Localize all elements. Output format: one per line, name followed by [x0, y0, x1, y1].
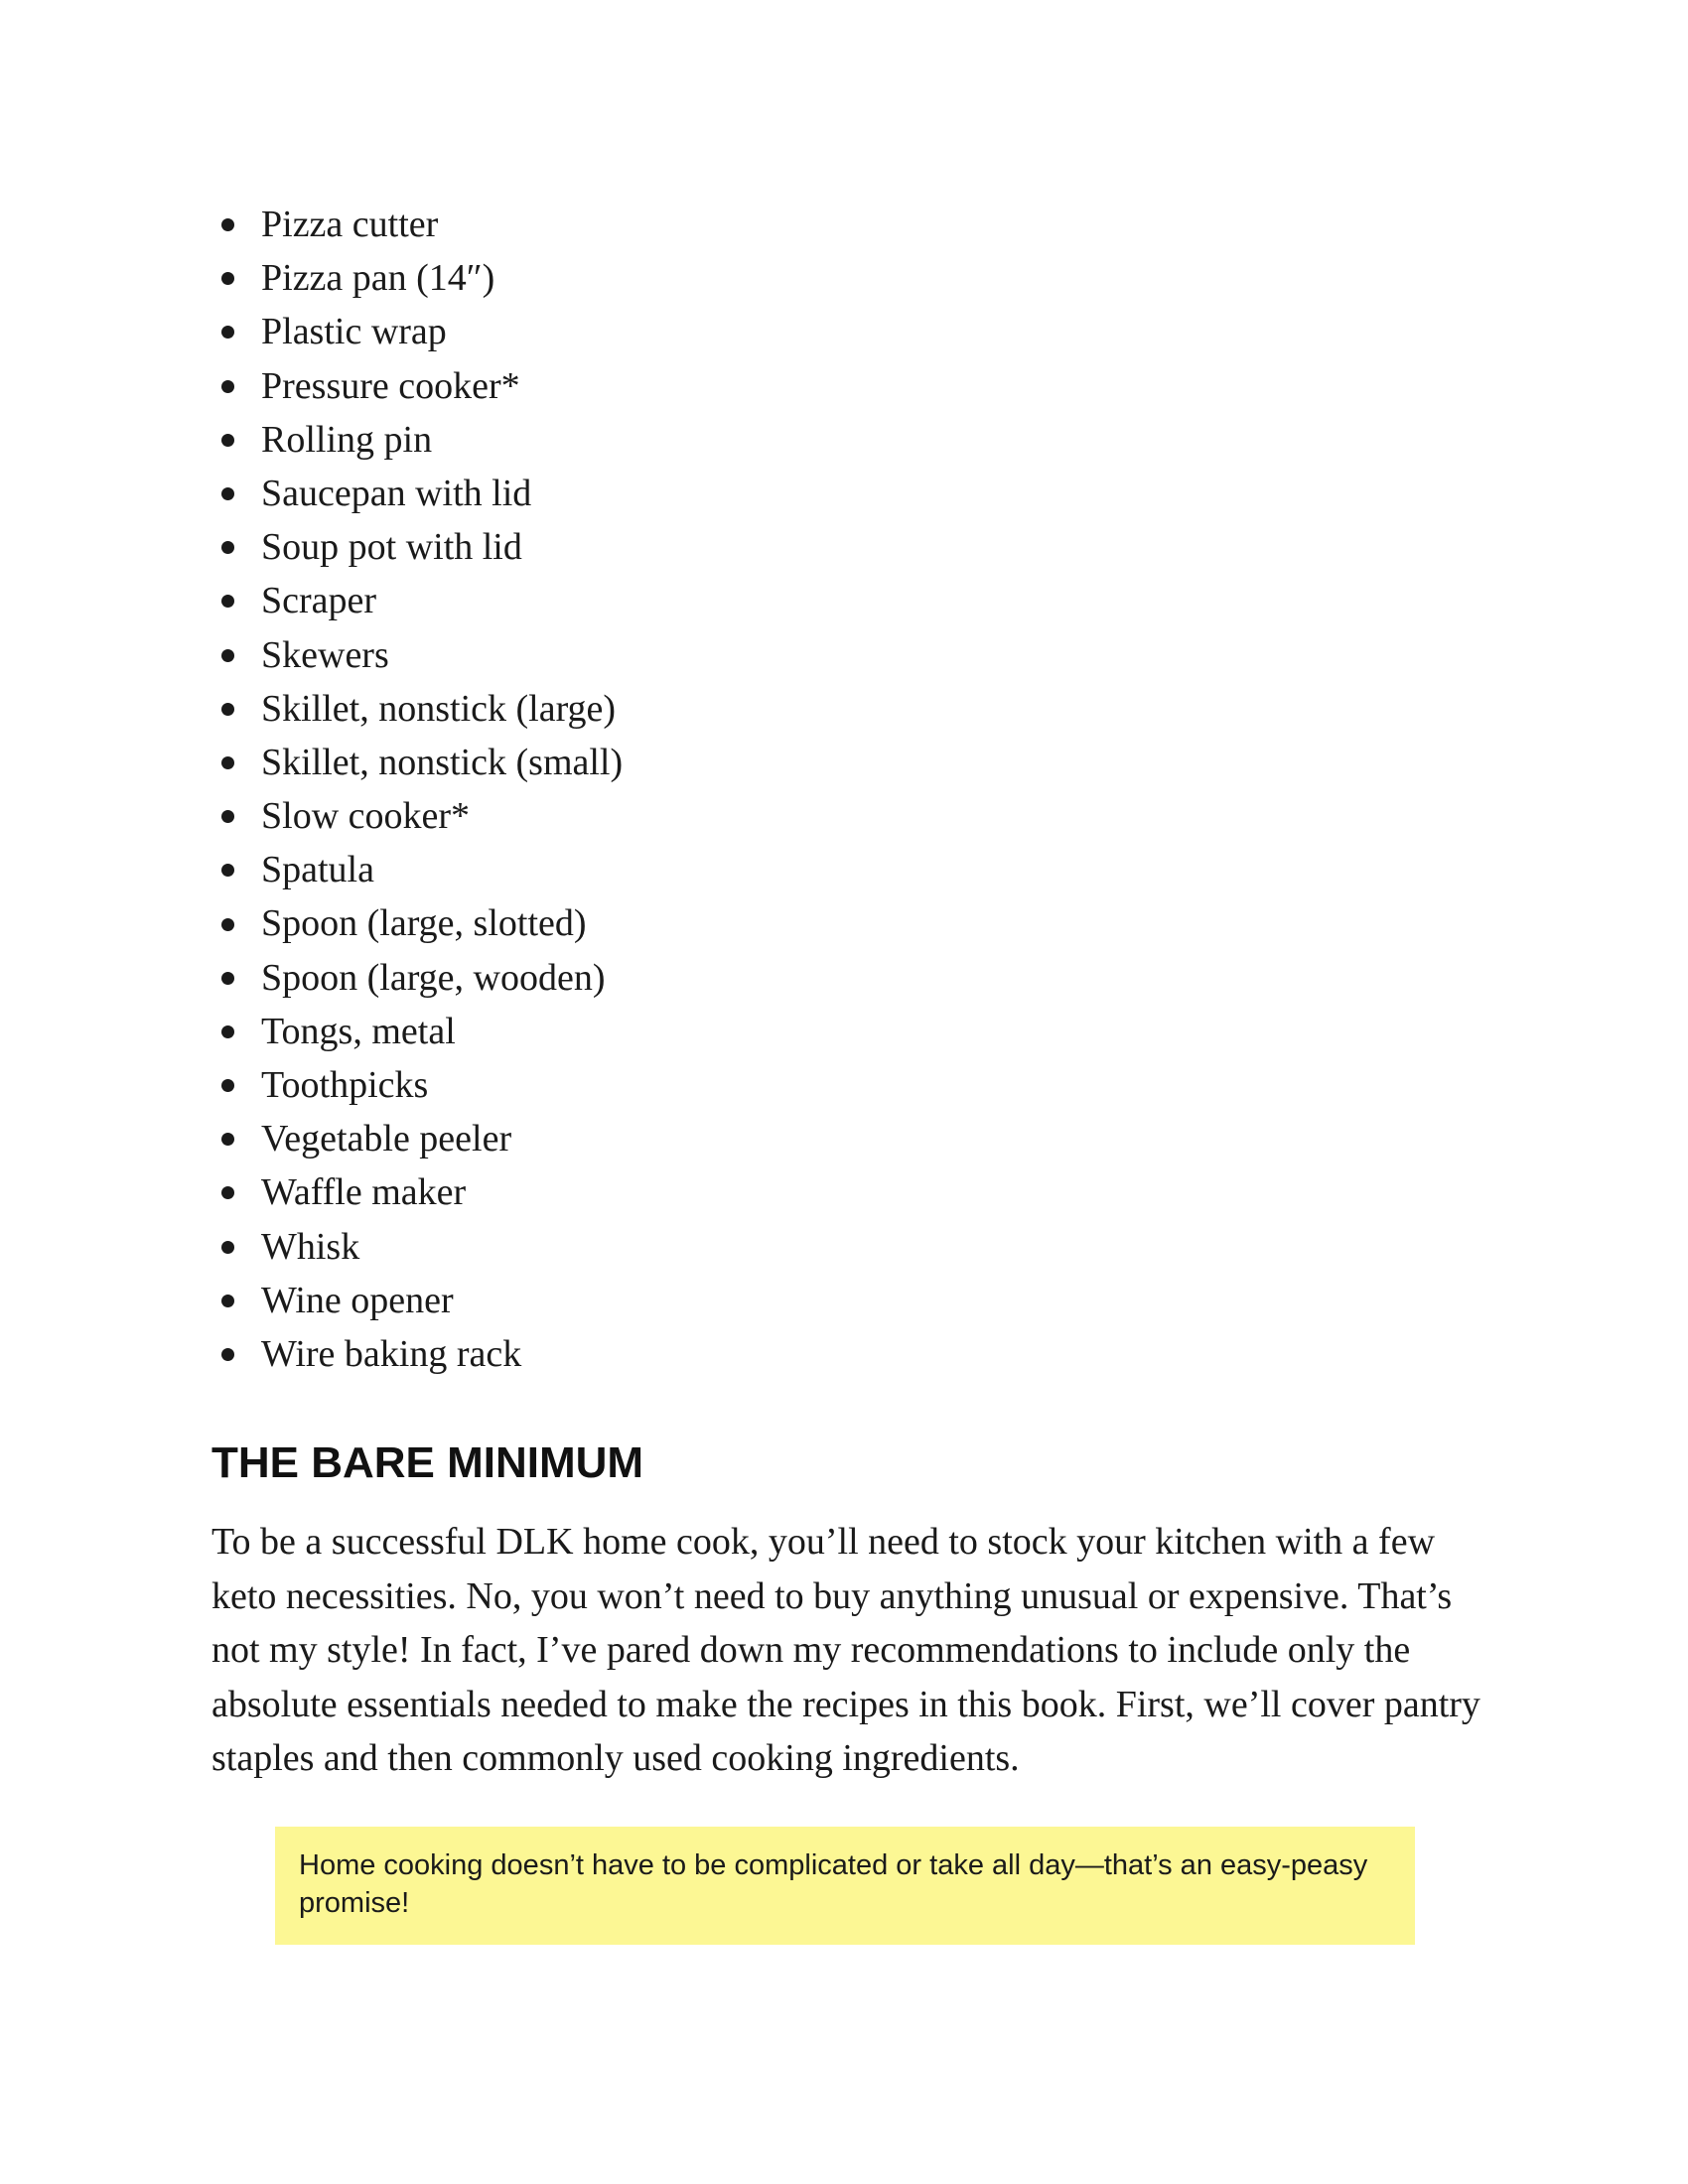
bullet-icon — [221, 1025, 234, 1038]
equipment-list — [211, 198, 623, 1381]
bullet-icon — [221, 218, 234, 231]
bullet-icon — [221, 1133, 234, 1146]
list-item-text: Spoon (large, slotted) — [261, 902, 587, 945]
list-item — [211, 520, 623, 574]
list-item — [211, 1274, 623, 1327]
list-item-text: Slow cooker* — [261, 795, 471, 838]
list-item — [211, 359, 623, 413]
list-item — [211, 251, 623, 305]
bullet-icon — [221, 434, 234, 447]
bullet-icon — [221, 810, 234, 823]
bullet-icon — [221, 1241, 234, 1254]
list-item-text: Toothpicks — [261, 1064, 429, 1106]
list-item-text: Tongs, metal — [261, 1010, 456, 1052]
list-item — [211, 574, 623, 627]
bullet-icon — [221, 487, 234, 500]
list-item — [211, 951, 623, 1005]
list-item-text: Spoon (large, wooden) — [261, 956, 606, 999]
body-paragraph: To be a successful DLK home cook, you’ll need to stock your kitchen with a few keto necessities. No, you won’t need to buy anything unusual or expensive. That’s not my style! In fact, I’ve pared down my recommendations to include only the absolute essentials needed to make the recipes in this book. First, we’ll cover pantry staples and then commonly used cooking ingredients. — [211, 1521, 1480, 1779]
list-item — [211, 305, 623, 358]
list-item — [211, 896, 623, 950]
list-item — [211, 628, 623, 682]
list-item-text: Pizza cutter — [261, 204, 439, 245]
list-item-text: Spatula — [261, 849, 374, 891]
list-item-text: Whisk — [261, 1225, 360, 1268]
list-item-text: Skewers — [261, 633, 389, 676]
bullet-icon — [221, 1186, 234, 1199]
bullet-icon — [221, 541, 234, 554]
list-item — [211, 1058, 623, 1112]
list-item-text: Soup pot with lid — [261, 526, 522, 569]
list-item — [211, 1165, 623, 1219]
list-item-text: Skillet, nonstick (small) — [261, 741, 624, 783]
list-item-text: Plastic wrap — [261, 311, 447, 353]
list-item-text: Skillet, nonstick (large) — [261, 687, 617, 730]
list-item — [211, 1327, 623, 1381]
list-item-text: Pizza pan (14″) — [261, 257, 495, 300]
list-item-text: Vegetable peeler — [261, 1118, 512, 1160]
list-item — [211, 736, 623, 789]
bullet-icon — [221, 1295, 234, 1307]
bullet-icon — [221, 595, 234, 608]
list-item — [211, 789, 623, 843]
bullet-icon — [221, 649, 234, 662]
section-heading: THE BARE MINIMUM — [211, 1438, 644, 1487]
bullet-icon — [221, 326, 234, 339]
bullet-icon — [221, 918, 234, 931]
list-item — [211, 413, 623, 467]
bullet-icon — [221, 756, 234, 769]
callout-text: Home cooking doesn’t have to be complicated or take all day—that’s an easy-peasy promise! — [299, 1849, 1368, 1919]
list-item-text: Wire baking rack — [261, 1332, 522, 1375]
list-item — [211, 1112, 623, 1165]
list-item-text: Pressure cooker* — [261, 364, 520, 407]
bullet-icon — [221, 272, 234, 285]
list-item-text: Saucepan with lid — [261, 472, 532, 514]
list-item-text: Rolling pin — [261, 418, 433, 461]
bullet-icon — [221, 972, 234, 985]
list-item — [211, 682, 623, 736]
list-item — [211, 198, 623, 251]
list-item-text: Waffle maker — [261, 1171, 467, 1214]
list-item — [211, 1005, 623, 1058]
bullet-icon — [221, 1348, 234, 1361]
bullet-icon — [221, 380, 234, 393]
list-item-text: Scraper — [261, 580, 377, 622]
bullet-icon — [221, 864, 234, 877]
bullet-icon — [221, 1079, 234, 1092]
list-item — [211, 843, 623, 896]
bullet-icon — [221, 703, 234, 716]
list-item-text: Wine opener — [261, 1279, 454, 1321]
callout-box — [275, 1827, 1415, 1945]
list-item — [211, 1220, 623, 1274]
list-item — [211, 467, 623, 520]
